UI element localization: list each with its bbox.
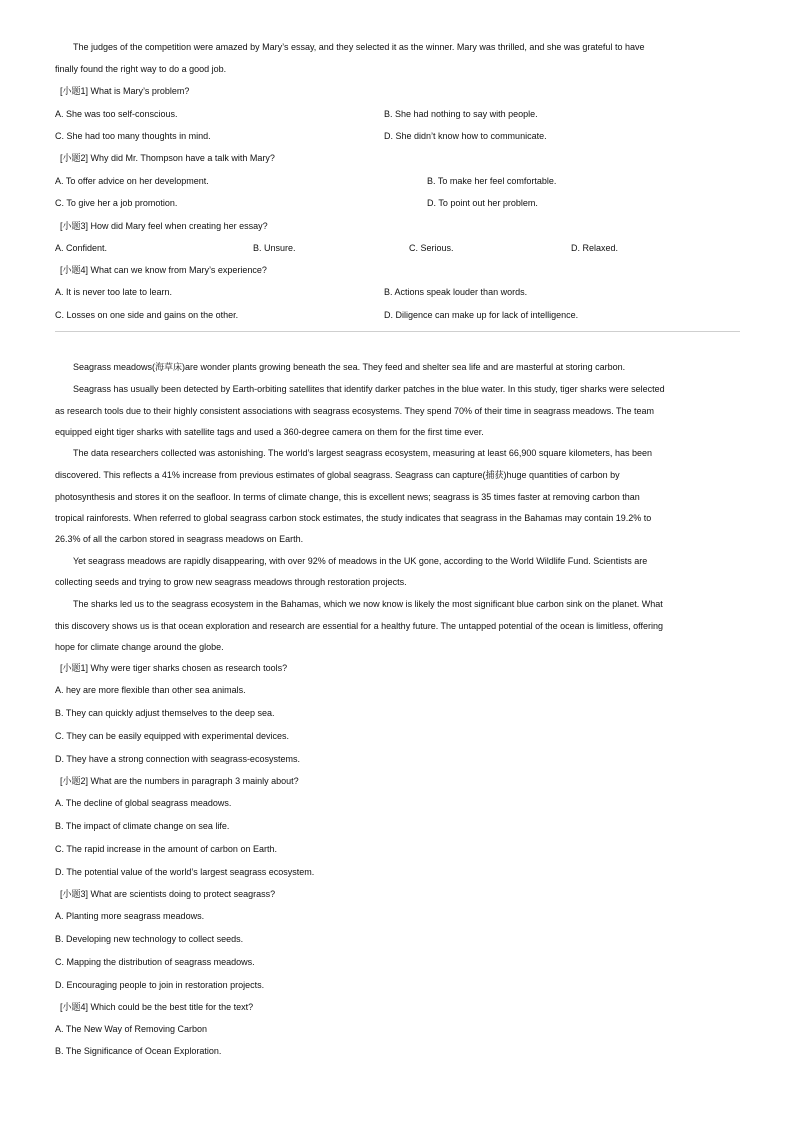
passage2-line: as research tools due to their highly consistent associations with seagrass ecosystems. They spend 70% of their time in seagrass meadows. The team <box>55 406 654 416</box>
passage1-line: finally found the right way to do a good job. <box>55 64 227 74</box>
option: C. The rapid increase in the amount of carbon on Earth. <box>55 844 277 854</box>
option: D. Diligence can make up for lack of intelligence. <box>384 310 579 320</box>
option: D. To point out her problem. <box>427 198 538 208</box>
passage2-line: discovered. This reflects a 41% increase from previous estimates of global seagrass. Seagrass can capture(捕获)huge quantities of carbon by <box>55 470 620 480</box>
passage2-line: 26.3% of all the carbon stored in seagrass meadows on Earth. <box>55 534 304 544</box>
passage2-line: photosynthesis and stores it on the seafloor. In terms of climate change, this is excellent news; seagrass is 35 times faster at removing carbon than <box>55 492 640 502</box>
option: A. To offer advice on her development. <box>55 176 209 186</box>
passage1-line: The judges of the competition were amazed by Mary’s essay, and they selected it as the winner. Mary was thrilled, and she was grateful to have <box>73 42 645 52</box>
option: C. Losses on one side and gains on the other. <box>55 310 239 320</box>
option: A. She was too self-conscious. <box>55 109 178 119</box>
passage2-line: Seagrass meadows(海草床)are wonder plants growing beneath the sea. They feed and shelter sea life and are masterful at storing carbon. <box>73 362 626 372</box>
option: D. She didn’t know how to communicate. <box>384 131 547 141</box>
passage2-line: The sharks led us to the seagrass ecosystem in the Bahamas, which we now know is likely the most significant blue carbon sink on the planet. What <box>73 599 663 609</box>
option: A. Confident. <box>55 243 108 253</box>
option: C. To give her a job promotion. <box>55 198 178 208</box>
question-stem: [小题1] What is Mary’s problem? <box>60 86 190 96</box>
option: A. hey are more flexible than other sea animals. <box>55 685 246 695</box>
question-stem: [小题2] Why did Mr. Thompson have a talk with Mary? <box>60 153 275 163</box>
question-stem: [小题3] What are scientists doing to protect seagrass? <box>60 889 276 899</box>
passage2-line: Seagrass has usually been detected by Earth-orbiting satellites that identify darker patches in the blue water. In this study, tiger sharks were selected <box>73 384 665 394</box>
option: D. They have a strong connection with seagrass-ecosystems. <box>55 754 300 764</box>
option: B. To make her feel comfortable. <box>427 176 557 186</box>
passage2-line: equipped eight tiger sharks with satellite tags and used a 360-degree camera on them for the first time ever. <box>55 427 484 437</box>
question-stem: [小题3] How did Mary feel when creating her essay? <box>60 221 268 231</box>
question-stem: [小题4] Which could be the best title for the text? <box>60 1002 254 1012</box>
option: B. The impact of climate change on sea life. <box>55 821 230 831</box>
option: C. Serious. <box>409 243 454 253</box>
option: A. It is never too late to learn. <box>55 287 173 297</box>
passage2-line: The data researchers collected was astonishing. The world’s largest seagrass ecosystem, measuring at least 66,900 square kilometers, has been <box>73 448 652 458</box>
question-stem: [小题4] What can we know from Mary’s experience? <box>60 265 267 275</box>
passage2-line: hope for climate change around the globe. <box>55 642 224 652</box>
passage2-line: tropical rainforests. When referred to global seagrass carbon stock estimates, the study indicates that seagrass in the Bahamas may contain 19.2% to <box>55 513 652 523</box>
passage2-line: Yet seagrass meadows are rapidly disappearing, with over 92% of meadows in the UK gone, according to the World Wildlife Fund. Scientists are <box>73 556 648 566</box>
option: D. Encouraging people to join in restoration projects. <box>55 980 265 990</box>
option: C. She had too many thoughts in mind. <box>55 131 211 141</box>
question-stem: [小题1] Why were tiger sharks chosen as research tools? <box>60 663 288 673</box>
option: C. Mapping the distribution of seagrass meadows. <box>55 957 255 967</box>
option: B. Actions speak louder than words. <box>384 287 528 297</box>
option: A. The decline of global seagrass meadows. <box>55 798 232 808</box>
passage2-line: this discovery shows us is that ocean exploration and research are essential for a healthy future. The untapped potential of the ocean is limitless, offering <box>55 621 664 631</box>
option: B. Unsure. <box>253 243 296 253</box>
option: B. She had nothing to say with people. <box>384 109 538 119</box>
option: A. The New Way of Removing Carbon <box>55 1024 208 1034</box>
passage2-line: collecting seeds and trying to grow new seagrass meadows through restoration projects. <box>55 577 407 587</box>
option: B. The Significance of Ocean Exploration. <box>55 1046 222 1056</box>
option: D. Relaxed. <box>571 243 619 253</box>
option: B. Developing new technology to collect seeds. <box>55 934 244 944</box>
section-divider <box>55 331 740 332</box>
option: A. Planting more seagrass meadows. <box>55 911 205 921</box>
option: D. The potential value of the world’s largest seagrass ecosystem. <box>55 867 315 877</box>
option: B. They can quickly adjust themselves to the deep sea. <box>55 708 275 718</box>
option: C. They can be easily equipped with experimental devices. <box>55 731 289 741</box>
question-stem: [小题2] What are the numbers in paragraph 3 mainly about? <box>60 776 299 786</box>
